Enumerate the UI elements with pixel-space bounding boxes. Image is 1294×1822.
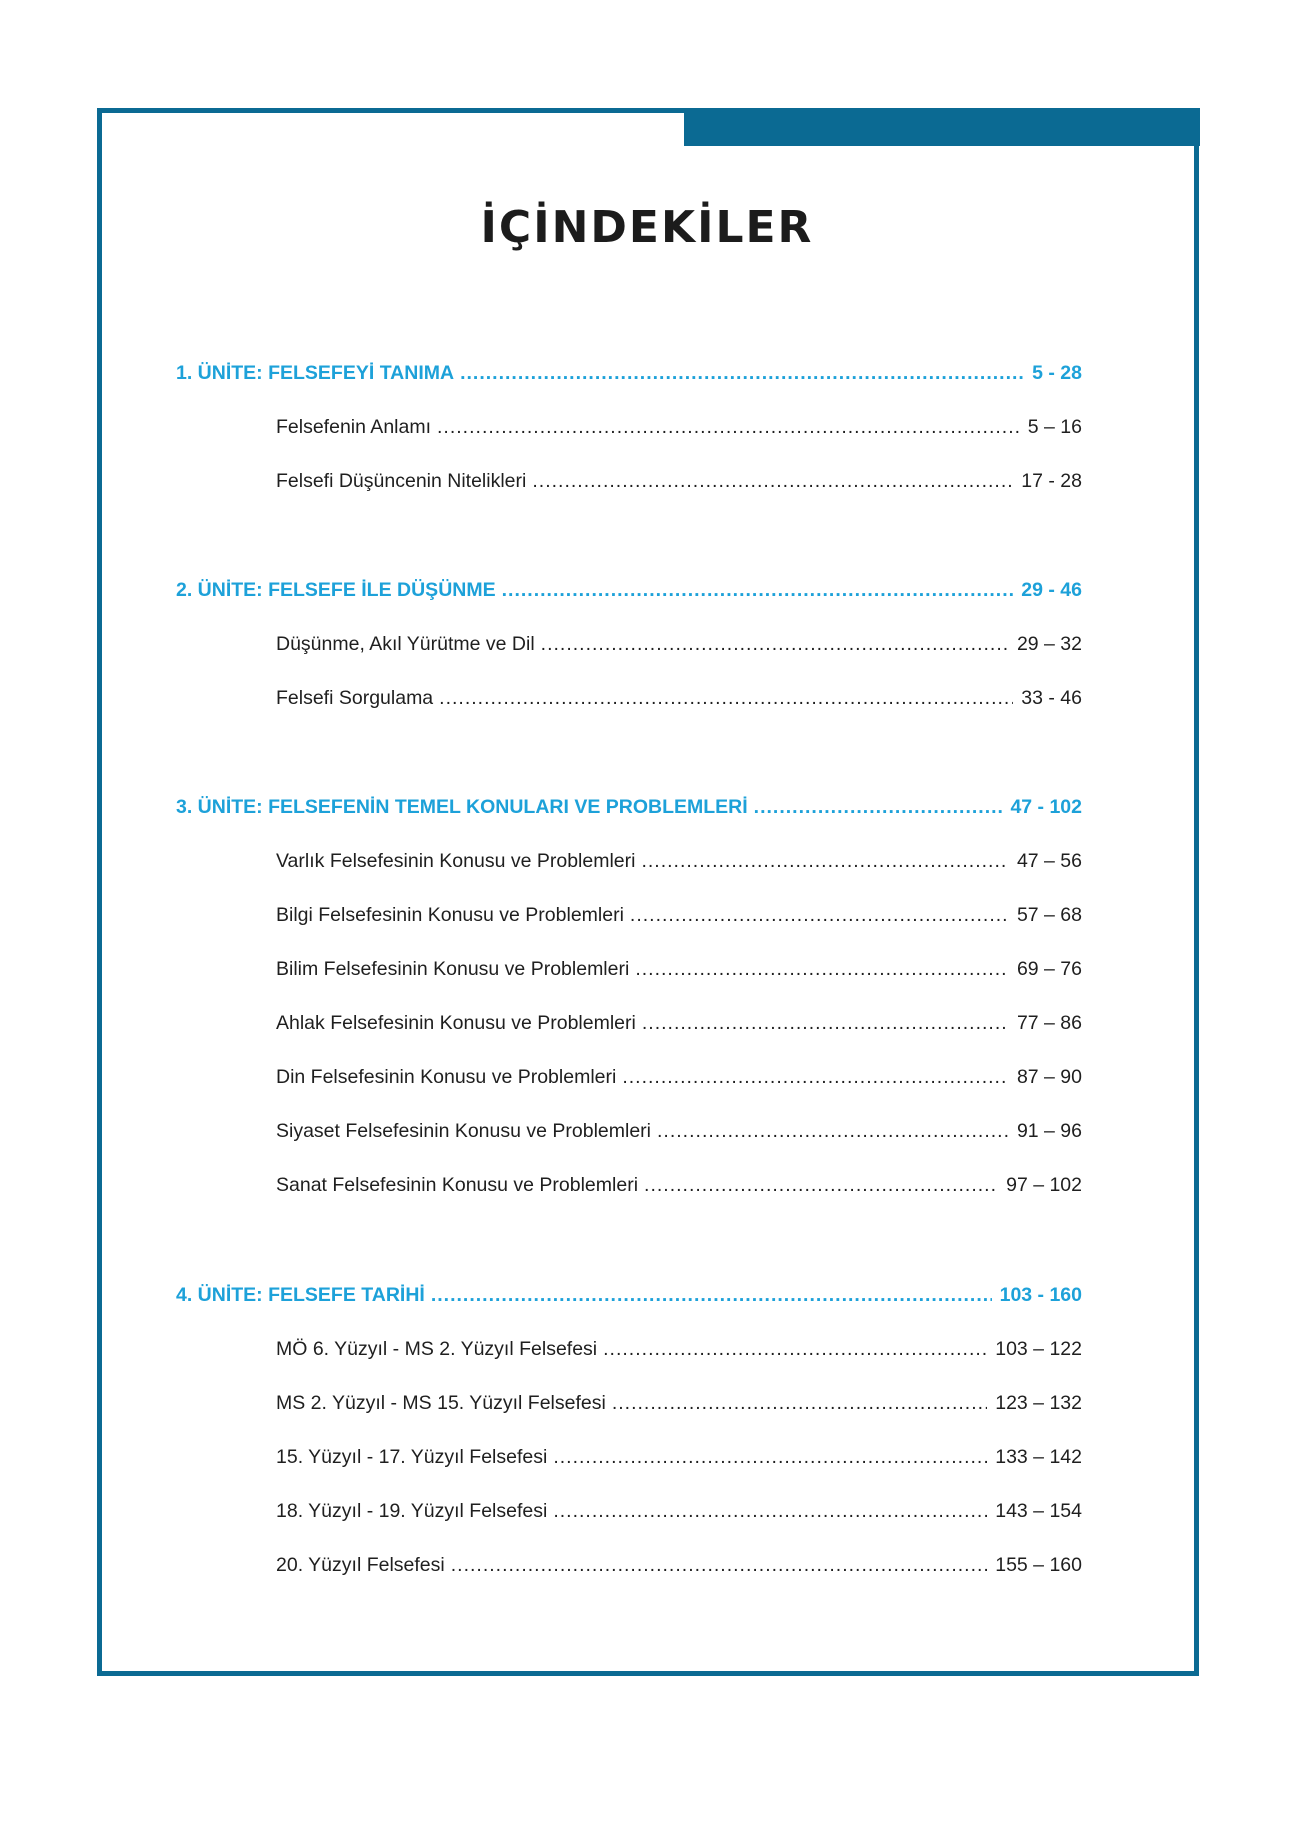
toc-topic-entry[interactable]: [276, 850, 1082, 876]
topic-page-range: 155 – 160: [995, 1554, 1082, 1576]
dot-leader: [437, 416, 1020, 439]
topic-title: 15. Yüzyıl - 17. Yüzyıl Felsefesi: [276, 1446, 548, 1468]
dot-leader: [431, 1284, 992, 1307]
topic-title: Felsefi Düşüncenin Nitelikleri: [276, 470, 527, 492]
toc-topic-entry[interactable]: [276, 1392, 1082, 1418]
dot-leader: [622, 1066, 1009, 1089]
toc-unit-heading[interactable]: [176, 1284, 1082, 1310]
unit-page-range: 29 - 46: [1021, 579, 1082, 601]
dot-leader: [460, 362, 1024, 385]
topic-page-range: 143 – 154: [995, 1500, 1082, 1522]
topic-page-range: 91 – 96: [1016, 1120, 1082, 1142]
toc-topic-entry[interactable]: [276, 1554, 1082, 1580]
topic-title: Varlık Felsefesinin Konusu ve Problemleri: [276, 850, 636, 872]
topic-title: Bilim Felsefesinin Konusu ve Problemleri: [276, 958, 630, 980]
toc-topic-entry[interactable]: [276, 1012, 1082, 1038]
topic-page-range: 17 - 28: [1021, 470, 1082, 492]
dot-leader: [630, 904, 1009, 927]
topic-page-range: 77 – 86: [1016, 1012, 1082, 1034]
toc-topic-entry[interactable]: [276, 416, 1082, 442]
topic-page-range: 57 – 68: [1016, 904, 1082, 926]
unit-title: 3. ÜNİTE: FELSEFENİN TEMEL KONULARI VE PROBLEMLERİ: [176, 796, 748, 818]
topic-title: Felsefi Sorgulama: [276, 687, 434, 709]
dot-leader: [541, 633, 1009, 656]
dot-leader: [754, 796, 1003, 819]
toc-topic-entry[interactable]: [276, 687, 1082, 713]
toc-topic-entry[interactable]: [276, 1066, 1082, 1092]
toc-topic-entry[interactable]: [276, 470, 1082, 496]
topic-title: MÖ 6. Yüzyıl - MS 2. Yüzyıl Felsefesi: [276, 1338, 598, 1360]
dot-leader: [439, 687, 1013, 710]
topic-title: Sanat Felsefesinin Konusu ve Problemleri: [276, 1174, 639, 1196]
topic-title: Düşünme, Akıl Yürütme ve Dil: [276, 633, 535, 655]
dot-leader: [553, 1500, 987, 1523]
topic-title: Felsefenin Anlamı: [276, 416, 432, 438]
unit-title: 4. ÜNİTE: FELSEFE TARİHİ: [176, 1284, 425, 1306]
page-title: İÇİNDEKİLER: [480, 202, 814, 253]
dot-leader: [553, 1446, 987, 1469]
topic-title: 20. Yüzyıl Felsefesi: [276, 1554, 445, 1576]
toc-unit-heading[interactable]: [176, 579, 1082, 605]
dot-leader: [451, 1554, 988, 1577]
topic-page-range: 133 – 142: [995, 1446, 1082, 1468]
toc-topic-entry[interactable]: [276, 904, 1082, 930]
topic-page-range: 29 – 32: [1016, 633, 1082, 655]
topic-title: MS 2. Yüzyıl - MS 15. Yüzyıl Felsefesi: [276, 1392, 606, 1414]
unit-page-range: 5 - 28: [1032, 362, 1082, 384]
unit-title: 2. ÜNİTE: FELSEFE İLE DÜŞÜNME: [176, 579, 496, 601]
dot-leader: [532, 470, 1013, 493]
dot-leader: [502, 579, 1014, 602]
topic-title: Bilgi Felsefesinin Konusu ve Problemleri: [276, 904, 624, 926]
topic-page-range: 103 – 122: [995, 1338, 1082, 1360]
toc-topic-entry[interactable]: [276, 1120, 1082, 1146]
toc-unit-heading[interactable]: [176, 796, 1082, 822]
dot-leader: [612, 1392, 987, 1415]
unit-page-range: 103 - 160: [999, 1284, 1082, 1306]
dot-leader: [641, 850, 1008, 873]
dot-leader: [603, 1338, 987, 1361]
toc-topic-entry[interactable]: [276, 1338, 1082, 1364]
topic-page-range: 97 – 102: [1006, 1174, 1082, 1196]
topic-title: Din Felsefesinin Konusu ve Problemleri: [276, 1066, 617, 1088]
unit-title: 1. ÜNİTE: FELSEFEYİ TANIMA: [176, 362, 455, 384]
topic-title: Siyaset Felsefesinin Konusu ve Problemleri: [276, 1120, 652, 1142]
toc-unit-heading[interactable]: [176, 362, 1082, 388]
dot-leader: [635, 958, 1009, 981]
dot-leader: [644, 1174, 998, 1197]
topic-page-range: 33 - 46: [1021, 687, 1082, 709]
toc-topic-entry[interactable]: [276, 633, 1082, 659]
toc-topic-entry[interactable]: [276, 958, 1082, 984]
unit-page-range: 47 - 102: [1010, 796, 1082, 818]
topic-page-range: 87 – 90: [1016, 1066, 1082, 1088]
topic-page-range: 69 – 76: [1016, 958, 1082, 980]
topic-page-range: 123 – 132: [995, 1392, 1082, 1414]
topic-page-range: 47 – 56: [1016, 850, 1082, 872]
dot-leader: [657, 1120, 1009, 1143]
toc-topic-entry[interactable]: [276, 1174, 1082, 1200]
topic-title: Ahlak Felsefesinin Konusu ve Problemleri: [276, 1012, 636, 1034]
toc-topic-entry[interactable]: [276, 1500, 1082, 1526]
dot-leader: [642, 1012, 1009, 1035]
topic-page-range: 5 – 16: [1027, 416, 1082, 438]
topic-title: 18. Yüzyıl - 19. Yüzyıl Felsefesi: [276, 1500, 548, 1522]
toc-topic-entry[interactable]: [276, 1446, 1082, 1472]
